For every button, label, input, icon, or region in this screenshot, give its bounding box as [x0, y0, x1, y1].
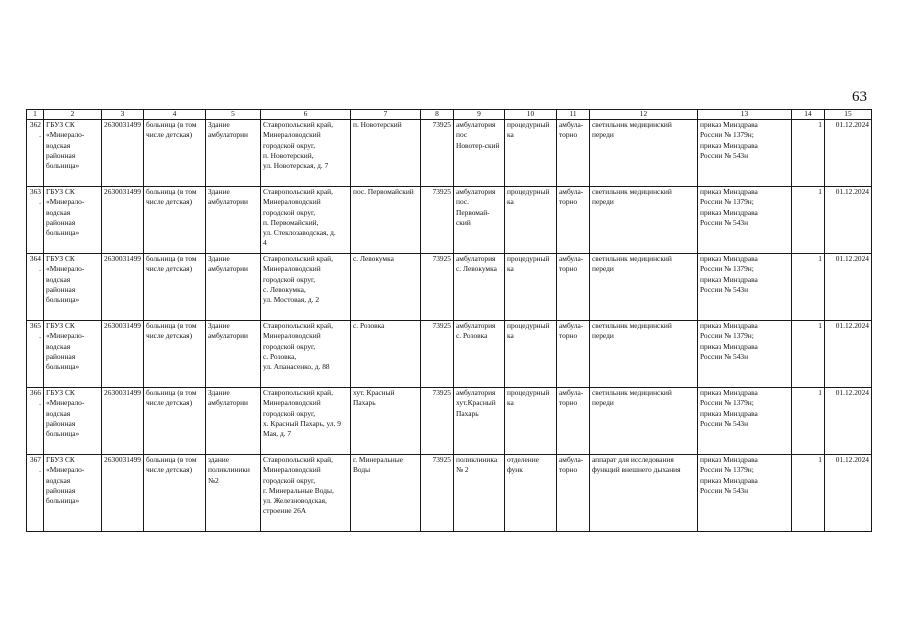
table-row	[27, 321, 872, 388]
care-mode-cell: амбула- торно	[557, 254, 590, 321]
code-cell: 73925	[421, 120, 454, 187]
unit-cell: поликлиника № 2	[454, 455, 505, 532]
column-number: 6	[261, 110, 351, 120]
facility-type-cell: больница (в том числе детская)	[144, 321, 206, 388]
inn-cell: 2630031499	[102, 254, 144, 321]
regulation-cell: приказ Минздрава России № 1379н; приказ Минздрава России № 543н	[698, 388, 792, 455]
column-number: 10	[505, 110, 557, 120]
regulation-cell: приказ Минздрава России № 1379н; приказ Минздрава России № 543н	[698, 321, 792, 388]
column-number: 1	[27, 110, 44, 120]
unit-cell: амбулатория с. Левокумка	[454, 254, 505, 321]
organization-cell: ГБУЗ СК «Минерало- водская районная больница»	[44, 388, 102, 455]
row-number-cell: 364.	[27, 254, 44, 321]
address-cell: Ставропольский край, Минераловодский городской округ, п. Первомайский, ул. Стеклозаводская, д. 4	[261, 187, 351, 254]
room-cell: процедурный ка	[505, 120, 557, 187]
table-row	[27, 187, 872, 254]
room-cell: процедурный ка	[505, 321, 557, 388]
code-cell: 73925	[421, 187, 454, 254]
column-number: 14	[792, 110, 825, 120]
room-cell: процедурный ка	[505, 187, 557, 254]
room-cell: процедурный ка	[505, 254, 557, 321]
column-number: 15	[825, 110, 872, 120]
address-cell: Ставропольский край, Минераловодский городской округ, п. Новотерский, ул. Новотерская, д. 7	[261, 120, 351, 187]
equipment-cell: светильник медицинский переди	[590, 254, 698, 321]
facility-type-cell: больница (в том числе детская)	[144, 254, 206, 321]
equipment-cell: аппарат для исследования функций внешнего дыхания	[590, 455, 698, 532]
care-mode-cell: амбула- торно	[557, 187, 590, 254]
equipment-cell: светильник медицинский переди	[590, 321, 698, 388]
column-number: 12	[590, 110, 698, 120]
facility-type-cell: больница (в том числе детская)	[144, 388, 206, 455]
unit-cell: амбулатория пос. Первомай- ский	[454, 187, 505, 254]
unit-cell: амбулатория хут.Красный Пахарь	[454, 388, 505, 455]
row-number-cell: 365.	[27, 321, 44, 388]
settlement-cell: с. Левокумка	[351, 254, 421, 321]
column-number: 4	[144, 110, 206, 120]
building-cell: Здание амбулатории	[206, 120, 261, 187]
column-number: 11	[557, 110, 590, 120]
facility-type-cell: больница (в том числе детская)	[144, 455, 206, 532]
regulation-cell: приказ Минздрава России № 1379н; приказ Минздрава России № 543н	[698, 455, 792, 532]
column-number: 2	[44, 110, 102, 120]
date-cell: 01.12.2024	[825, 455, 872, 532]
building-cell: Здание амбулатории	[206, 321, 261, 388]
facility-type-cell: больница (в том числе детская)	[144, 187, 206, 254]
settlement-cell: хут. Красный Пахарь	[351, 388, 421, 455]
row-number-cell: 366.	[27, 388, 44, 455]
quantity-cell: 1	[792, 254, 825, 321]
organization-cell: ГБУЗ СК «Минерало- водская районная больница»	[44, 187, 102, 254]
column-number: 9	[454, 110, 505, 120]
quantity-cell: 1	[792, 321, 825, 388]
settlement-cell: с. Розовка	[351, 321, 421, 388]
room-cell: процедурный ка	[505, 388, 557, 455]
building-cell: Здание амбулатории	[206, 254, 261, 321]
row-number-cell: 362.	[27, 120, 44, 187]
quantity-cell: 1	[792, 120, 825, 187]
organization-cell: ГБУЗ СК «Минерало- водская районная больница»	[44, 321, 102, 388]
care-mode-cell: амбула- торно	[557, 388, 590, 455]
regulation-cell: приказ Минздрава России № 1379н; приказ Минздрава России № 543н	[698, 254, 792, 321]
regulation-cell: приказ Минздрава России № 1379н; приказ Минздрава России № 543н	[698, 120, 792, 187]
date-cell: 01.12.2024	[825, 187, 872, 254]
date-cell: 01.12.2024	[825, 321, 872, 388]
inn-cell: 2630031499	[102, 388, 144, 455]
room-cell: отделение функ	[505, 455, 557, 532]
table-body	[27, 110, 872, 532]
quantity-cell: 1	[792, 388, 825, 455]
quantity-cell: 1	[792, 187, 825, 254]
inn-cell: 2630031499	[102, 455, 144, 532]
date-cell: 01.12.2024	[825, 254, 872, 321]
equipment-cell: светильник медицинский переди	[590, 187, 698, 254]
code-cell: 73925	[421, 388, 454, 455]
organization-cell: ГБУЗ СК «Минерало- водская районная больница»	[44, 455, 102, 532]
unit-cell: амбулатория пос Новотер-ский	[454, 120, 505, 187]
column-number: 8	[421, 110, 454, 120]
care-mode-cell: амбула- торно	[557, 455, 590, 532]
unit-cell: амбулатория с. Розовка	[454, 321, 505, 388]
care-mode-cell: амбула- торно	[557, 120, 590, 187]
row-number-cell: 367.	[27, 455, 44, 532]
column-number: 5	[206, 110, 261, 120]
settlement-cell: г. Минеральные Воды	[351, 455, 421, 532]
column-number-row	[27, 110, 872, 120]
address-cell: Ставропольский край, Минераловодский городской округ, г. Минеральные Воды, ул. Железноводская, строение 26А	[261, 455, 351, 532]
facility-type-cell: больница (в том числе детская)	[144, 120, 206, 187]
inn-cell: 2630031499	[102, 321, 144, 388]
care-mode-cell: амбула- торно	[557, 321, 590, 388]
address-cell: Ставропольский край, Минераловодский городской округ, х. Красный Пахарь, ул. 9 Мая, д. 7	[261, 388, 351, 455]
building-cell: Здание амбулатории	[206, 388, 261, 455]
row-number-cell: 363.	[27, 187, 44, 254]
column-number: 7	[351, 110, 421, 120]
registry-table	[26, 109, 872, 532]
date-cell: 01.12.2024	[825, 120, 872, 187]
inn-cell: 2630031499	[102, 187, 144, 254]
organization-cell: ГБУЗ СК «Минерало- водская районная больница»	[44, 120, 102, 187]
date-cell: 01.12.2024	[825, 388, 872, 455]
settlement-cell: п. Новотерский	[351, 120, 421, 187]
code-cell: 73925	[421, 455, 454, 532]
code-cell: 73925	[421, 254, 454, 321]
table-row	[27, 455, 872, 532]
column-number: 3	[102, 110, 144, 120]
regulation-cell: приказ Минздрава России № 1379н; приказ Минздрава России № 543н	[698, 187, 792, 254]
table-row	[27, 388, 872, 455]
quantity-cell: 1	[792, 455, 825, 532]
building-cell: здание поликлиники №2	[206, 455, 261, 532]
column-number: 13	[698, 110, 792, 120]
building-cell: Здание амбулатории	[206, 187, 261, 254]
equipment-cell: светильник медицинский переди	[590, 388, 698, 455]
equipment-cell: светильник медицинский переди	[590, 120, 698, 187]
address-cell: Ставропольский край, Минераловодский городской округ, с. Левокумка, ул. Мостовая, д. 2	[261, 254, 351, 321]
inn-cell: 2630031499	[102, 120, 144, 187]
settlement-cell: пос. Первомайский	[351, 187, 421, 254]
table-row	[27, 254, 872, 321]
organization-cell: ГБУЗ СК «Минерало- водская районная больница»	[44, 254, 102, 321]
table-row	[27, 120, 872, 187]
code-cell: 73925	[421, 321, 454, 388]
page-number: 63	[852, 89, 867, 105]
address-cell: Ставропольский край, Минераловодский городской округ, с. Розовка, ул. Апанасенко, д. 88	[261, 321, 351, 388]
